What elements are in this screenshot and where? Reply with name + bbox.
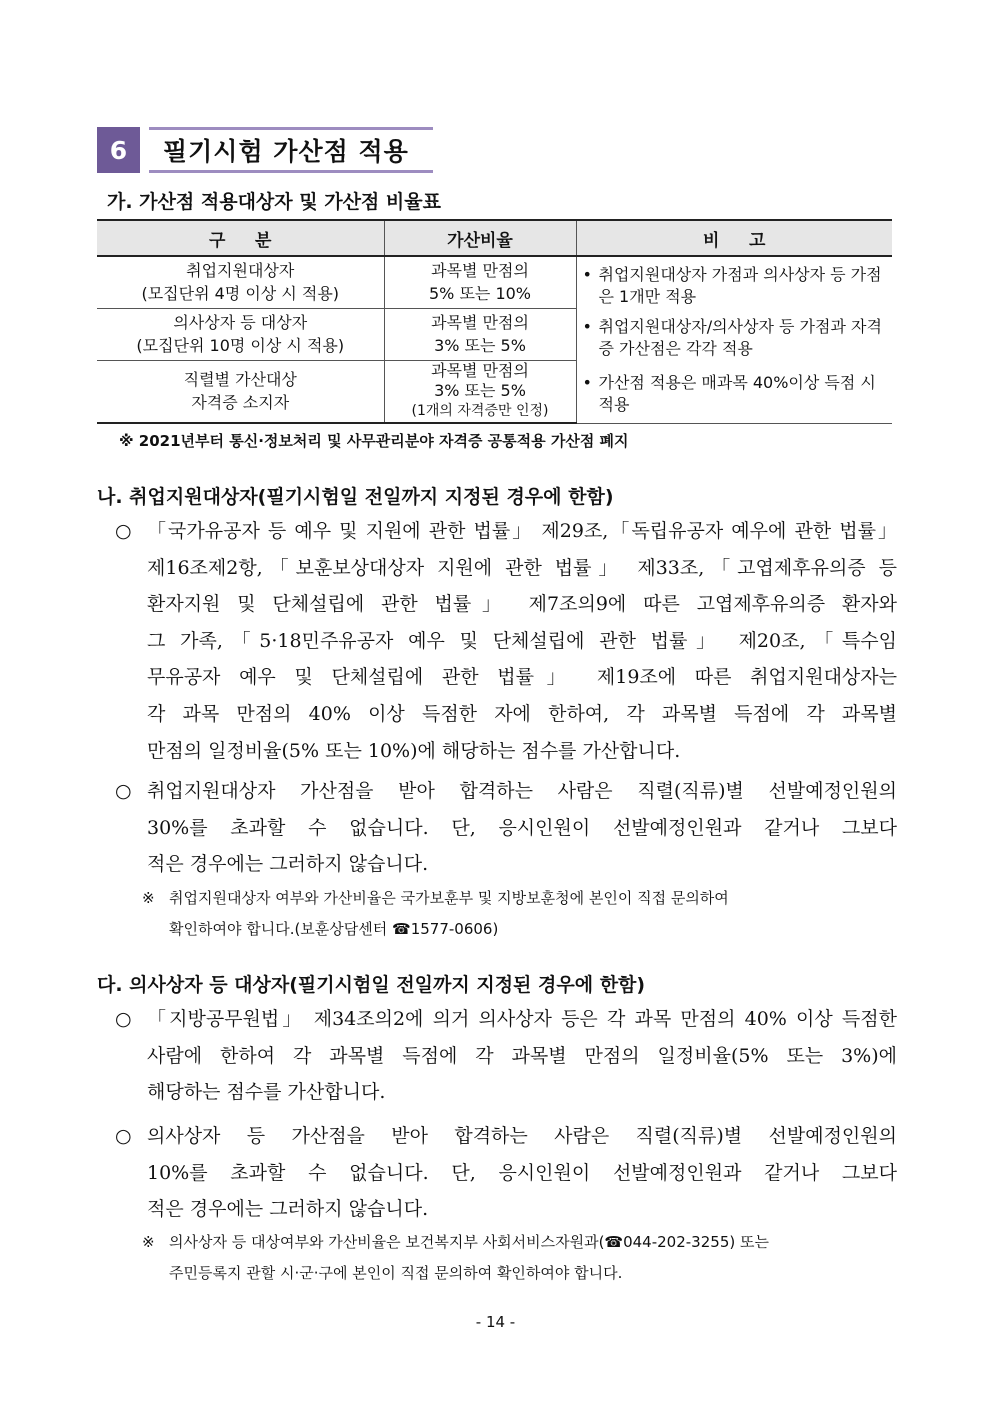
subsection-c-paragraph-1: ○ 「지방공무원법」 제34조의2에 의거 의사상자 등은 각 과목 만점의 40% 이상 득점한 사람에 한하여 각 과목별 득점에 각 과목별 만점의 일정비율(5% 또는 3%)에 해당하는 점수를 가산합니다.: [115, 1001, 897, 1111]
header-remarks: 비 고: [576, 220, 892, 256]
remark-item: • 가산점 적용은 매과목 40%이상 득점 시 적용: [582, 372, 876, 414]
header-rate: 가산비율: [384, 220, 576, 256]
subsection-c-reference-note: ※ 의사상자 등 대상여부와 가산비율은 보건복지부 사회서비스자원과(☎044-202-3255) 또는 주민등록지 관할 시·군·구에 본인이 직접 문의하여 확인하여야 합니다.: [142, 1227, 896, 1289]
rate-cell: 과목별 만점의 5% 또는 10%: [384, 256, 576, 308]
remarks-cell: [576, 256, 892, 423]
circle-bullet-icon: ○: [115, 1125, 132, 1147]
page-number: - 14 -: [475, 1313, 516, 1331]
subsection-a-title: 가. 가산점 적용대상자 및 가산점 비율표: [107, 191, 441, 213]
table-footnote: ※ 2021년부터 통신·정보처리 및 사무관리분야 자격증 공통적용 가산점 폐지: [119, 432, 629, 450]
target-cell: 의사상자 등 대상자 (모집단위 10명 이상 시 적용): [97, 308, 384, 360]
bonus-rate-table: [97, 219, 892, 424]
header-category: 구 분: [97, 220, 384, 256]
target-cell: 직렬별 가산대상 자격증 소지자: [97, 360, 384, 423]
subsection-b-title: 나. 취업지원대상자(필기시험일 전일까지 지정된 경우에 한함): [97, 486, 614, 508]
rate-cell: 과목별 만점의 3% 또는 5%: [384, 308, 576, 360]
section-number-badge: 6: [97, 127, 140, 173]
circle-bullet-icon: ○: [115, 520, 132, 542]
bullet-icon: •: [582, 264, 592, 284]
remark-item: • 취업지원대상자 가점과 의사상자 등 가점은 1개만 적용: [582, 264, 882, 306]
section-header: [97, 127, 433, 173]
subsection-c-title: 다. 의사상자 등 대상자(필기시험일 전일까지 지정된 경우에 한함): [97, 974, 646, 996]
bullet-icon: •: [582, 316, 592, 336]
table-row: [97, 256, 892, 308]
rate-cell: 과목별 만점의 3% 또는 5% (1개의 자격증만 인정): [384, 360, 576, 423]
target-cell: 취업지원대상자 (모집단위 4명 이상 시 적용): [97, 256, 384, 308]
bullet-icon: •: [582, 372, 592, 392]
subsection-b-paragraph-1: ○ 「국가유공자 등 예우 및 지원에 관한 법률」 제29조,「독립유공자 예우에 관한 법률」 제16조제2항,「보훈보상대상자 지원에 관한 법률」 제33조,「고엽제후유의증 등 환자지원 및 단체설립에 관한 법률」 제7조의9에 따른 고엽제후유의증 환자와 그 가족,「5·18민주유공자 예우 및 단체설립에 관한 법률」 제20조,「특수임 무유공자 예우 및 단체설립에 관한 법률」 제19조에 따른 취업지원대상자는 각 과목 만점의 40% 이상 득점한 자에 한하여, 각 과목별 득점에 각 과목별 만점의 일정비율(5% 또는 10%)에 해당하는 점수를 가산합니다.: [115, 513, 897, 769]
circle-bullet-icon: ○: [115, 1008, 132, 1030]
section-title: 필기시험 가산점 적용: [149, 127, 433, 173]
table-header-row: [97, 220, 892, 256]
subsection-c-paragraph-2: ○ 의사상자 등 가산점을 받아 합격하는 사람은 직렬(직류)별 선발예정인원의 10%를 초과할 수 없습니다. 단, 응시인원이 선발예정인원과 같거나 그보다 적은 경우에는 그러하지 않습니다.: [115, 1118, 897, 1228]
circle-bullet-icon: ○: [115, 780, 132, 802]
subsection-b-paragraph-2: ○ 취업지원대상자 가산점을 받아 합격하는 사람은 직렬(직류)별 선발예정인원의 30%를 초과할 수 없습니다. 단, 응시인원이 선발예정인원과 같거나 그보다 적은 경우에는 그러하지 않습니다.: [115, 773, 897, 883]
reference-mark-icon: ※: [142, 889, 155, 907]
subsection-b-reference-note: ※ 취업지원대상자 여부와 가산비율은 국가보훈부 및 지방보훈청에 본인이 직접 문의하여 확인하여야 합니다.(보훈상담센터 ☎1577-0606): [142, 883, 896, 945]
remark-item: • 취업지원대상자/의사상자 등 가점과 자격증 가산점은 각각 적용: [582, 316, 882, 358]
reference-mark-icon: ※: [142, 1233, 155, 1251]
